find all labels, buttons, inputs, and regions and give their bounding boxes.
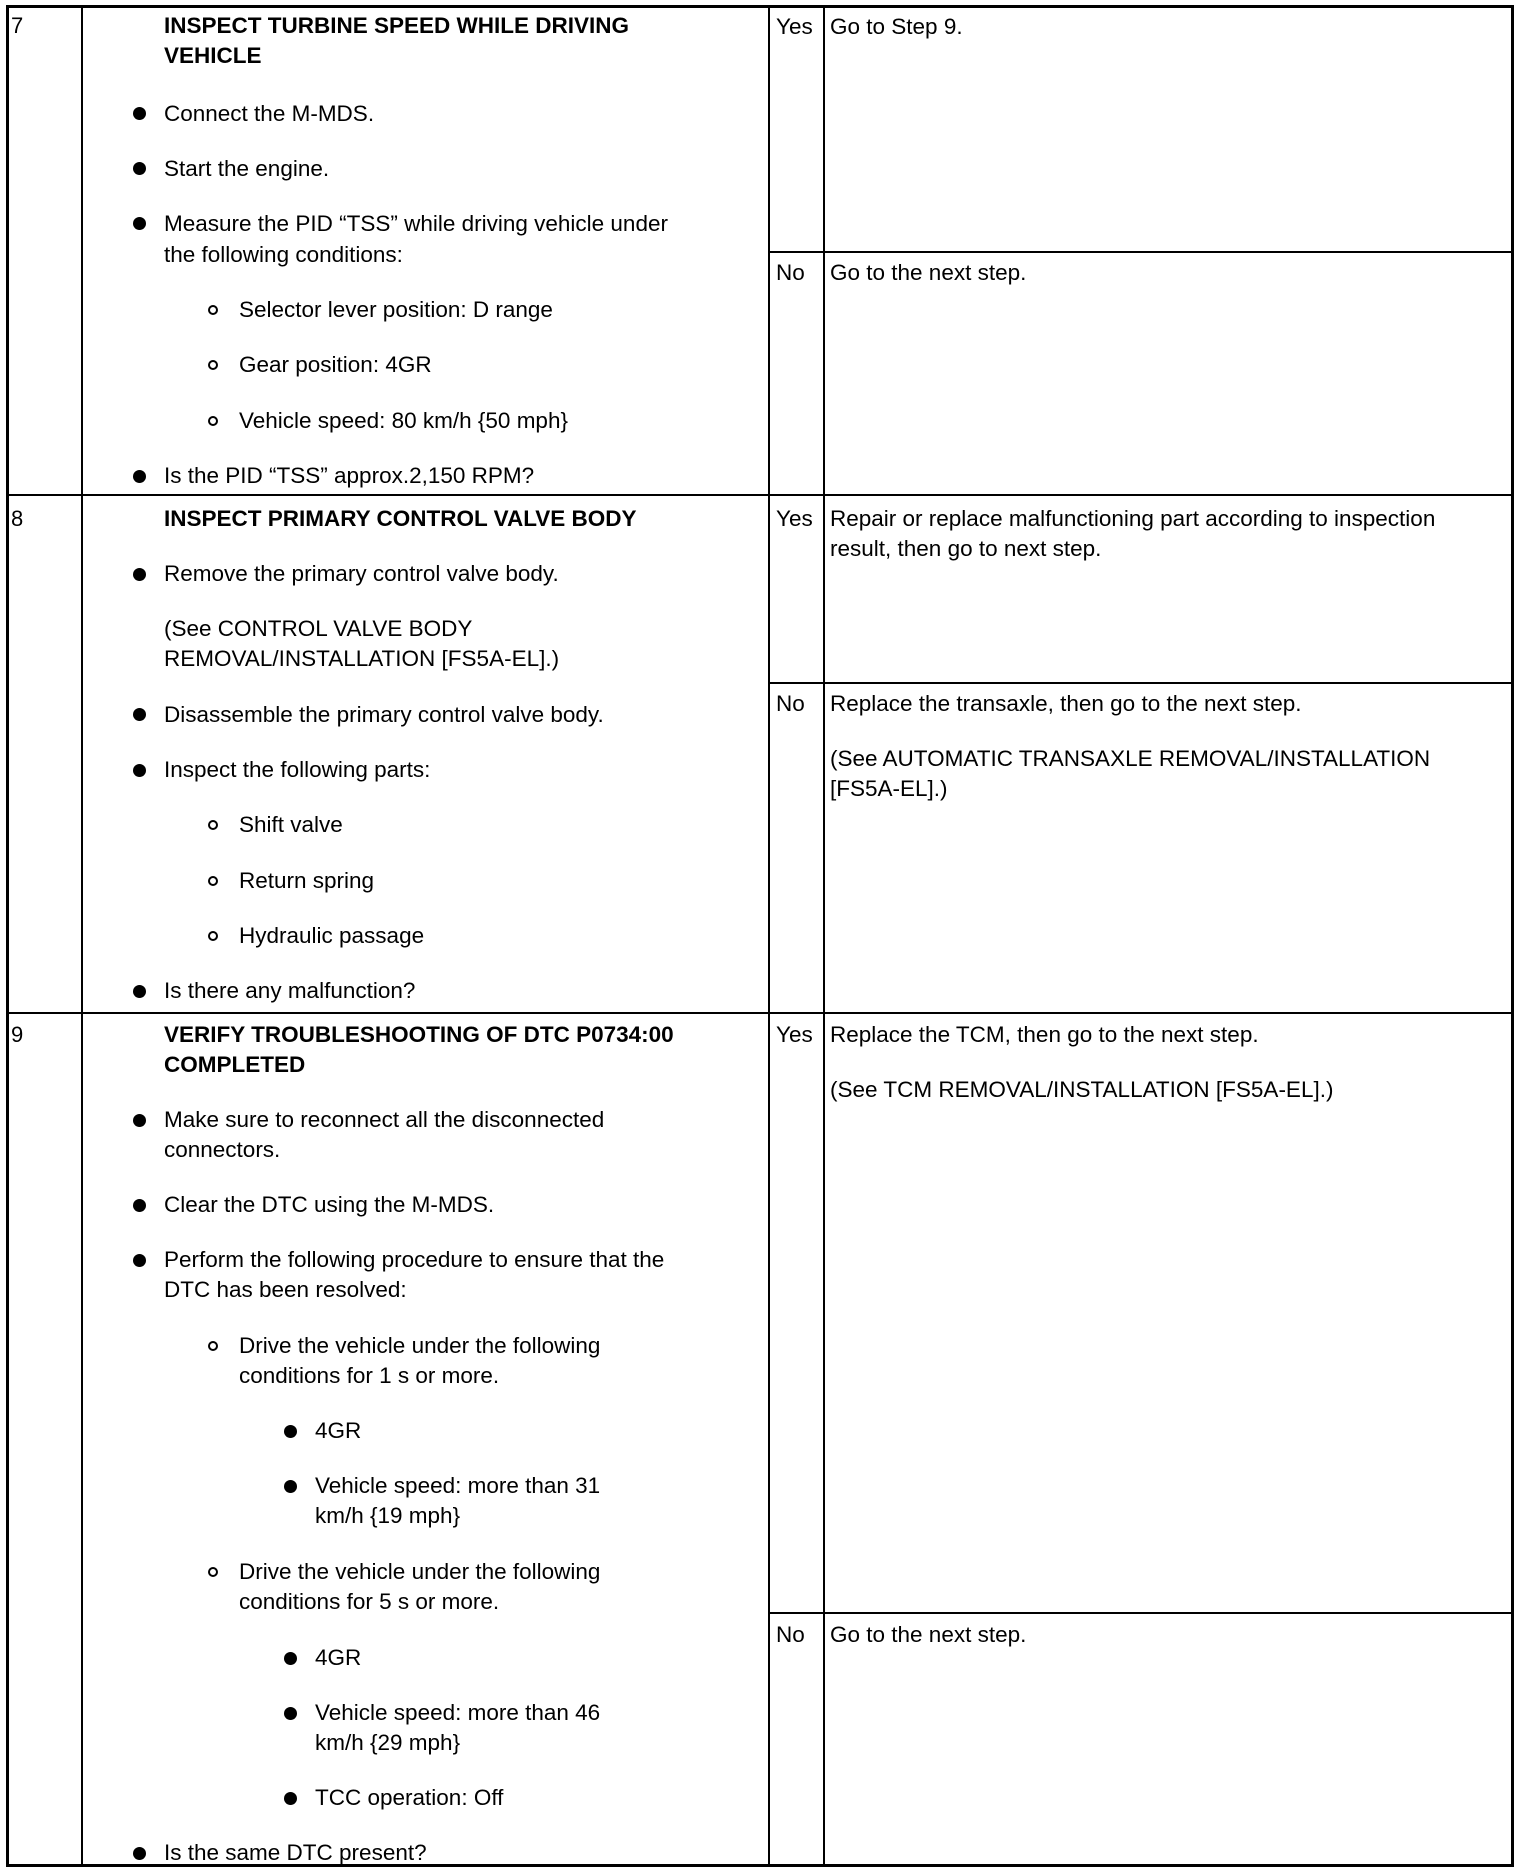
- list-item: Is the same DTC present?: [164, 1840, 427, 1865]
- no-label: No: [776, 691, 805, 716]
- bullet-icon: [133, 1254, 146, 1267]
- yes-no-divider-7: [768, 251, 1514, 253]
- sub-list-item: Drive the vehicle under the following: [239, 1333, 601, 1358]
- step-title: INSPECT PRIMARY CONTROL VALVE BODY: [164, 506, 637, 531]
- circle-bullet-icon: [208, 931, 218, 941]
- bullet-icon: [284, 1652, 297, 1665]
- no-result: Go to the next step.: [830, 1622, 1027, 1647]
- no-label: No: [776, 1622, 805, 1647]
- circle-bullet-icon: [208, 820, 218, 830]
- yes-result: Repair or replace malfunctioning part according to inspection: [830, 506, 1436, 531]
- sub-list-item: Drive the vehicle under the following: [239, 1559, 601, 1584]
- list-item: Measure the PID “TSS” while driving vehicle under: [164, 211, 668, 236]
- row-divider-7-8: [6, 494, 1514, 496]
- yes-label: Yes: [776, 14, 813, 39]
- sub-list-item: Shift valve: [239, 812, 343, 837]
- list-item: Make sure to reconnect all the disconnected: [164, 1107, 605, 1132]
- bullet-icon: [284, 1792, 297, 1805]
- sub-list-item: Gear position: 4GR: [239, 352, 432, 377]
- bullet-icon: [133, 985, 146, 998]
- step-number: 7: [11, 13, 24, 38]
- sub-list-item: conditions for 1 s or more.: [239, 1363, 500, 1388]
- yes-label: Yes: [776, 506, 813, 531]
- bullet-icon: [133, 162, 146, 175]
- column-divider-step: [81, 5, 83, 1867]
- list-item: Connect the M-MDS.: [164, 101, 375, 126]
- sub-sub-list-item: km/h {29 mph}: [315, 1730, 461, 1755]
- bullet-icon: [284, 1707, 297, 1720]
- yes-no-divider-8: [768, 682, 1514, 684]
- sub-sub-list-item: TCC operation: Off: [315, 1785, 504, 1810]
- sub-sub-list-item: Vehicle speed: more than 31: [315, 1473, 601, 1498]
- sub-sub-list-item: 4GR: [315, 1418, 362, 1443]
- no-result: Replace the transaxle, then go to the next step.: [830, 691, 1302, 716]
- table-border-top: [6, 5, 1514, 8]
- list-item: Is there any malfunction?: [164, 978, 416, 1003]
- bullet-icon: [284, 1480, 297, 1493]
- list-item: connectors.: [164, 1137, 281, 1162]
- column-divider-action: [768, 5, 770, 1867]
- yes-result: (See TCM REMOVAL/INSTALLATION [FS5A-EL].): [830, 1077, 1334, 1102]
- column-divider-yesno: [823, 5, 825, 1867]
- circle-bullet-icon: [208, 416, 218, 426]
- circle-bullet-icon: [208, 1567, 218, 1577]
- yes-no-divider-9: [768, 1612, 1514, 1614]
- circle-bullet-icon: [208, 876, 218, 886]
- row-divider-8-9: [6, 1012, 1514, 1014]
- list-item: Clear the DTC using the M-MDS.: [164, 1192, 495, 1217]
- list-item: Is the PID “TSS” approx.2,150 RPM?: [164, 463, 535, 488]
- list-item: (See CONTROL VALVE BODY: [164, 616, 473, 641]
- bullet-icon: [133, 217, 146, 230]
- list-item: Perform the following procedure to ensure that the: [164, 1247, 665, 1272]
- bullet-icon: [133, 568, 146, 581]
- bullet-icon: [133, 470, 146, 483]
- sub-list-item: Hydraulic passage: [239, 923, 425, 948]
- yes-result: Replace the TCM, then go to the next step.: [830, 1022, 1259, 1047]
- circle-bullet-icon: [208, 1341, 218, 1351]
- yes-label: Yes: [776, 1022, 813, 1047]
- sub-sub-list-item: Vehicle speed: more than 46: [315, 1700, 601, 1725]
- no-result: (See AUTOMATIC TRANSAXLE REMOVAL/INSTALLATION: [830, 746, 1431, 771]
- step-number: 8: [11, 506, 24, 531]
- list-item: Start the engine.: [164, 156, 330, 181]
- sub-list-item: Selector lever position: D range: [239, 297, 553, 322]
- sub-sub-list-item: 4GR: [315, 1645, 362, 1670]
- list-item: Disassemble the primary control valve body.: [164, 702, 604, 727]
- sub-list-item: conditions for 5 s or more.: [239, 1589, 500, 1614]
- yes-result: result, then go to next step.: [830, 536, 1102, 561]
- bullet-icon: [133, 708, 146, 721]
- step-title: INSPECT TURBINE SPEED WHILE DRIVING: [164, 13, 630, 38]
- bullet-icon: [133, 764, 146, 777]
- sub-list-item: Return spring: [239, 868, 375, 893]
- no-label: No: [776, 260, 805, 285]
- bullet-icon: [133, 1114, 146, 1127]
- step-title: COMPLETED: [164, 1052, 306, 1077]
- table-border-left: [6, 5, 9, 1867]
- sub-list-item: Vehicle speed: 80 km/h {50 mph}: [239, 408, 568, 433]
- no-result: Go to the next step.: [830, 260, 1027, 285]
- list-item: DTC has been resolved:: [164, 1277, 407, 1302]
- list-item: the following conditions:: [164, 242, 403, 267]
- list-item: Inspect the following parts:: [164, 757, 431, 782]
- no-result: [FS5A-EL].): [830, 776, 948, 801]
- step-title: VERIFY TROUBLESHOOTING OF DTC P0734:00: [164, 1022, 674, 1047]
- list-item: REMOVAL/INSTALLATION [FS5A-EL].): [164, 646, 560, 671]
- list-item: Remove the primary control valve body.: [164, 561, 559, 586]
- yes-result: Go to Step 9.: [830, 14, 963, 39]
- bullet-icon: [133, 1847, 146, 1860]
- circle-bullet-icon: [208, 305, 218, 315]
- step-number: 9: [11, 1022, 24, 1047]
- circle-bullet-icon: [208, 360, 218, 370]
- table-border-right: [1511, 5, 1514, 1867]
- bullet-icon: [133, 1199, 146, 1212]
- bullet-icon: [133, 107, 146, 120]
- bullet-icon: [284, 1425, 297, 1438]
- step-title: VEHICLE: [164, 43, 262, 68]
- sub-sub-list-item: km/h {19 mph}: [315, 1503, 461, 1528]
